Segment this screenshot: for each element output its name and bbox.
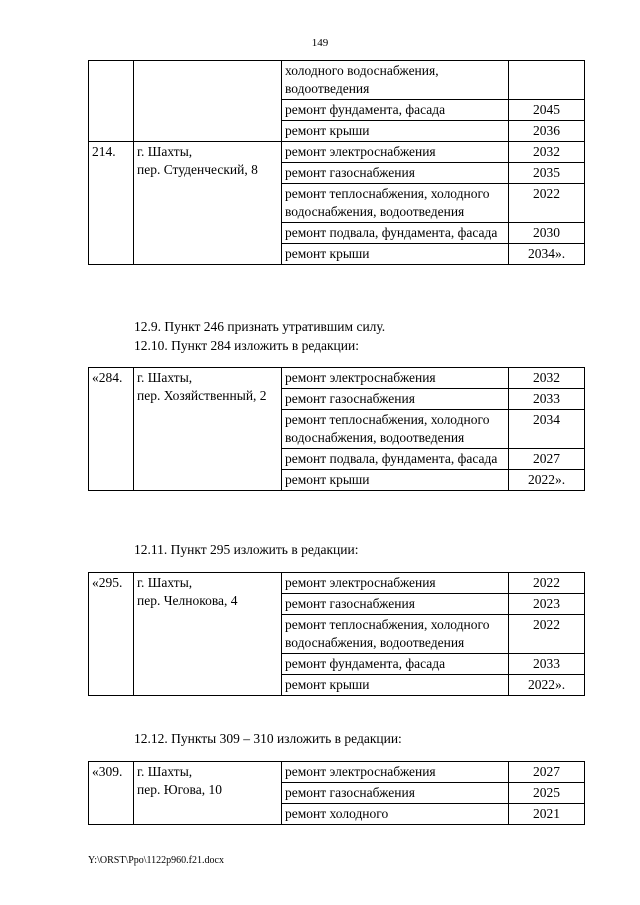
entry-number: 214. [89,142,134,265]
cell-year: 2022 [509,573,585,594]
cell-year: 2033 [509,389,585,410]
cell-work: ремонт подвала, фундамента, фасада [282,223,509,244]
cell-work: ремонт крыши [282,121,509,142]
cell-work: ремонт крыши [282,675,509,696]
cell-year: 2034 [509,410,585,449]
cell-work: ремонт газоснабжения [282,163,509,184]
cell-work: ремонт подвала, фундамента, фасада [282,449,509,470]
cell-year: 2025 [509,783,585,804]
entry-number: «309. [89,762,134,825]
cell-year: 2036 [509,121,585,142]
cell-year: 2027 [509,449,585,470]
cell-year: 2035 [509,163,585,184]
address-street: пер. Югова, 10 [137,782,222,797]
cell-work: ремонт газоснабжения [282,389,509,410]
cell-work: холодного водоснабжения, водоотведения [282,61,509,100]
entry-address [134,762,282,825]
entry-number: «284. [89,368,134,491]
address-city: г. Шахты, [137,370,193,385]
cell-work: ремонт теплоснабжения, холодного водоснабжения, водоотведения [282,410,509,449]
cell-year: 2033 [509,654,585,675]
cell-work: ремонт холодного [282,804,509,825]
cell-work: ремонт электроснабжения [282,762,509,783]
paragraph-12-9: 12.9. Пункт 246 признать утратившим силу. [134,319,386,334]
address-city: г. Шахты, [137,144,193,159]
table-row [89,61,585,100]
paragraph-12-10: 12.10. Пункт 284 изложить в редакции: [134,338,359,353]
address-street: пер. Челнокова, 4 [137,593,238,608]
address-street: пер. Студенческий, 8 [137,162,258,177]
cell-year: 2023 [509,594,585,615]
table-entry-295 [88,572,585,696]
cell-work: ремонт фундамента, фасада [282,654,509,675]
table-row [89,762,585,783]
cell-work: ремонт крыши [282,470,509,491]
table-row [89,368,585,389]
cell-year: 2027 [509,762,585,783]
cell-work: ремонт крыши [282,244,509,265]
cell-work: ремонт теплоснабжения, холодного водоснабжения, водоотведения [282,615,509,654]
paragraph-12-12: 12.12. Пункты 309 – 310 изложить в редакции: [134,731,402,746]
paragraph-12-11: 12.11. Пункт 295 изложить в редакции: [134,542,359,557]
address-city: г. Шахты, [137,575,193,590]
entry-address [134,142,282,265]
cell-year: 2022». [509,470,585,491]
cell-year: 2022 [509,184,585,223]
cell-year: 2045 [509,100,585,121]
page-number: 149 [311,37,329,49]
entry-number: «295. [89,573,134,696]
cell-work: ремонт электроснабжения [282,573,509,594]
cell-empty [89,61,134,142]
address-city: г. Шахты, [137,764,193,779]
cell-year [509,61,585,100]
table-row [89,142,585,163]
cell-year: 2022 [509,615,585,654]
entry-address [134,573,282,696]
cell-work: ремонт теплоснабжения, холодного водоснабжения, водоотведения [282,184,509,223]
address-street: пер. Хозяйственный, 2 [137,388,267,403]
entry-address [134,368,282,491]
cell-work: ремонт электроснабжения [282,142,509,163]
table-entry-284 [88,367,585,491]
table-entry-309 [88,761,585,825]
cell-year: 2032 [509,368,585,389]
cell-year: 2034». [509,244,585,265]
cell-year: 2030 [509,223,585,244]
cell-work: ремонт электроснабжения [282,368,509,389]
cell-work: ремонт газоснабжения [282,594,509,615]
cell-year: 2022». [509,675,585,696]
cell-work: ремонт фундамента, фасада [282,100,509,121]
cell-empty [134,61,282,142]
cell-work: ремонт газоснабжения [282,783,509,804]
cell-year: 2021 [509,804,585,825]
table-row [89,573,585,594]
table-entry-214 [88,60,585,265]
footer-file-path: Y:\ORST\Ppo\1122p960.f21.docx [88,855,224,866]
cell-year: 2032 [509,142,585,163]
